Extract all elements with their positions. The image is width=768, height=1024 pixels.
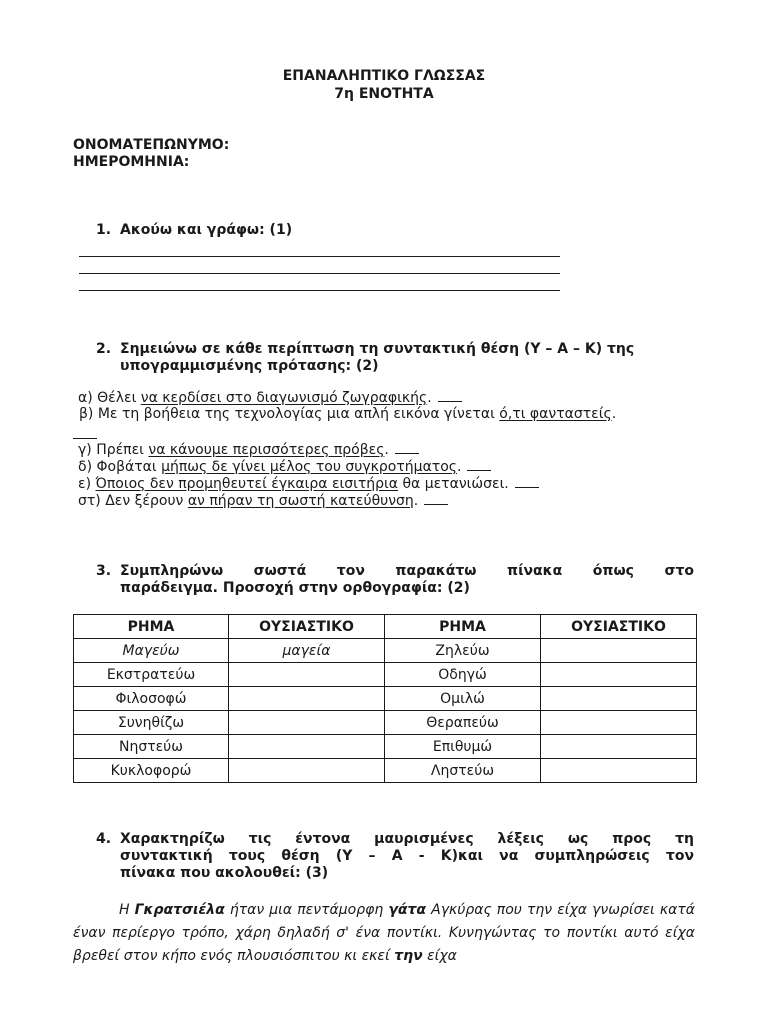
- q2-item-a-pre: α) Θέλει: [78, 390, 141, 406]
- name-label: ΟΝΟΜΑΤΕΠΩΝΥΜΟ:: [73, 137, 230, 153]
- worksheet-title: ΕΠΑΝΑΛΗΠΤΙΚΟ ΓΛΩΣΣΑΣ: [282, 68, 486, 84]
- answer-blank: [424, 492, 448, 505]
- q2-item-d-underlined: μήπως δε γίνει μέλος του συγκροτήματος: [161, 459, 458, 475]
- answer-blank: [467, 458, 491, 471]
- q1-text: Ακούω και γράφω: (1): [120, 222, 293, 238]
- worksheet-subtitle: 7η ΕΝΟΤΗΤΑ: [334, 86, 434, 102]
- q2-item-e-underlined: Όποιος δεν προμηθευτεί έγκαιρα εισιτήρια: [95, 476, 399, 492]
- table-cell-noun-blank: [229, 663, 385, 687]
- q2-item-a-underlined: να κερδίσει στο διαγωνισμό ζωγραφικής: [140, 390, 428, 406]
- table-cell-noun: μαγεία: [229, 639, 385, 663]
- q2-item-b: [73, 406, 695, 423]
- table-row: [74, 687, 697, 711]
- table-cell-noun-blank: [541, 687, 697, 711]
- table-cell-verb: Μαγεύω: [74, 639, 229, 663]
- q2-item-a: [78, 389, 462, 406]
- q2-number: 2.: [96, 341, 112, 357]
- q4-text-line1: Χαρακτηρίζω τις έντονα μαυρισμένες λέξεις ως προς τη: [120, 831, 694, 847]
- q1-number: 1.: [96, 222, 112, 238]
- answer-blank: [395, 441, 419, 454]
- table-row: [74, 711, 697, 735]
- table-cell-noun-blank: [541, 735, 697, 759]
- story-text: ήταν μια πεντάμορφη: [224, 902, 389, 918]
- table-row: [74, 735, 697, 759]
- q2-item-c-pre: γ) Πρέπει: [78, 442, 149, 458]
- q2-item-c-post: .: [384, 442, 389, 458]
- story-bold-word: την: [394, 948, 423, 964]
- q2-item-d-post: .: [457, 459, 462, 475]
- story-text: είχα: [422, 948, 457, 964]
- table-cell-noun-blank: [229, 687, 385, 711]
- q2-item-f: [78, 492, 448, 509]
- date-label: ΗΜΕΡΟΜΗΝΙΑ:: [73, 154, 190, 170]
- q4-number: 4.: [96, 831, 112, 847]
- q2-item-b-underlined: ό,τι φανταστείς: [499, 406, 612, 422]
- table-cell-noun-blank: [541, 759, 697, 783]
- table-cell-noun-blank: [541, 663, 697, 687]
- q4-text: [120, 831, 694, 882]
- q2-item-b-post: .: [611, 406, 617, 422]
- story-text: Η: [119, 902, 135, 918]
- q2-item-e: [78, 475, 539, 492]
- q3-text-line2: παράδειγμα. Προσοχή στην ορθογραφία: (2): [120, 580, 470, 596]
- q2-item-e-pre: ε): [78, 476, 96, 492]
- table-cell-verb: Νηστεύω: [74, 735, 229, 759]
- story-bold-word: γάτα: [388, 902, 427, 918]
- q2-item-d: [78, 458, 491, 475]
- q2-text-line1: Σημειώνω σε κάθε περίπτωση τη συντακτική θέση (Υ – Α – Κ) της: [120, 341, 635, 357]
- answer-line: [79, 273, 560, 274]
- answer-line: [79, 256, 560, 257]
- col-header-noun: ΟΥΣΙΑΣΤΙΚΟ: [541, 615, 697, 639]
- answer-blank: [515, 475, 539, 488]
- q4-text-line2: συντακτική τους θέση (Υ – Α - Κ)και να συμπληρώσεις τον: [120, 848, 694, 864]
- table-cell-noun-blank: [229, 735, 385, 759]
- table-cell-noun-blank: [541, 711, 697, 735]
- story-text: Αγκύρας που την είχα γνωρίσει κατά έναν περίεργο τρόπο, χάρη δηλαδή σ' ένα ποντίκι. Κυνηγώντας το ποντίκι αυτό είχα βρεθεί στον κήπο ενός πλουσιόσπιτου κι εκεί: [73, 902, 696, 964]
- q2-text-line2: υπογραμμισμένης πρότασης: (2): [120, 358, 379, 374]
- table-row: [74, 663, 697, 687]
- table-row: [74, 639, 697, 663]
- q2-text: [120, 341, 694, 375]
- table-cell-verb: Ομιλώ: [385, 687, 541, 711]
- q2-item-c-underlined: να κάνουμε περισσότερες πρόβες: [148, 442, 385, 458]
- q2-item-e-post: θα μετανιώσει.: [398, 476, 509, 492]
- q2-item-a-post: .: [427, 390, 432, 406]
- q2-item-f-underlined: αν πήραν τη σωστή κατεύθυνση: [187, 493, 414, 509]
- table-cell-verb: Ληστεύω: [385, 759, 541, 783]
- table-cell-noun-blank: [541, 639, 697, 663]
- story-bold-word: Γκρατσιέλα: [134, 902, 225, 918]
- table-cell-verb: Οδηγώ: [385, 663, 541, 687]
- q2-item-f-post: .: [413, 493, 419, 509]
- table-cell-verb: Θεραπεύω: [385, 711, 541, 735]
- col-header-noun: ΟΥΣΙΑΣΤΙΚΟ: [229, 615, 385, 639]
- answer-line: [79, 290, 560, 291]
- q4-text-line3: πίνακα που ακολουθεί: (3): [120, 865, 329, 881]
- col-header-verb: ΡΗΜΑ: [74, 615, 229, 639]
- q3-text: [120, 563, 694, 597]
- table-cell-verb: Φιλοσοφώ: [74, 687, 229, 711]
- q2-item-c: [78, 441, 419, 458]
- table-header-row: [74, 615, 697, 639]
- q2-item-b-pre: β) Με τη βοήθεια της τεχνολογίας μια απλή εικόνα γίνεται: [79, 406, 500, 422]
- table-cell-verb: Ζηλεύω: [385, 639, 541, 663]
- table-cell-verb: Κυκλοφορώ: [74, 759, 229, 783]
- q3-number: 3.: [96, 563, 112, 579]
- verb-noun-table: [73, 614, 697, 783]
- table-cell-verb: Συνηθίζω: [74, 711, 229, 735]
- table-cell-noun-blank: [229, 759, 385, 783]
- q2-item-d-pre: δ) Φοβάται: [78, 459, 162, 475]
- table-row: [74, 759, 697, 783]
- table-cell-verb: Επιθυμώ: [385, 735, 541, 759]
- q2-item-f-pre: στ) Δεν ξέρουν: [78, 493, 188, 509]
- table-cell-noun-blank: [229, 711, 385, 735]
- col-header-verb: ΡΗΜΑ: [385, 615, 541, 639]
- answer-blank: [438, 389, 462, 402]
- q4-story-paragraph: [73, 899, 695, 968]
- answer-blank: [73, 424, 97, 439]
- q3-text-line1: Συμπληρώνω σωστά τον παρακάτω πίνακα όπως στο: [120, 563, 694, 579]
- table-cell-verb: Εκστρατεύω: [74, 663, 229, 687]
